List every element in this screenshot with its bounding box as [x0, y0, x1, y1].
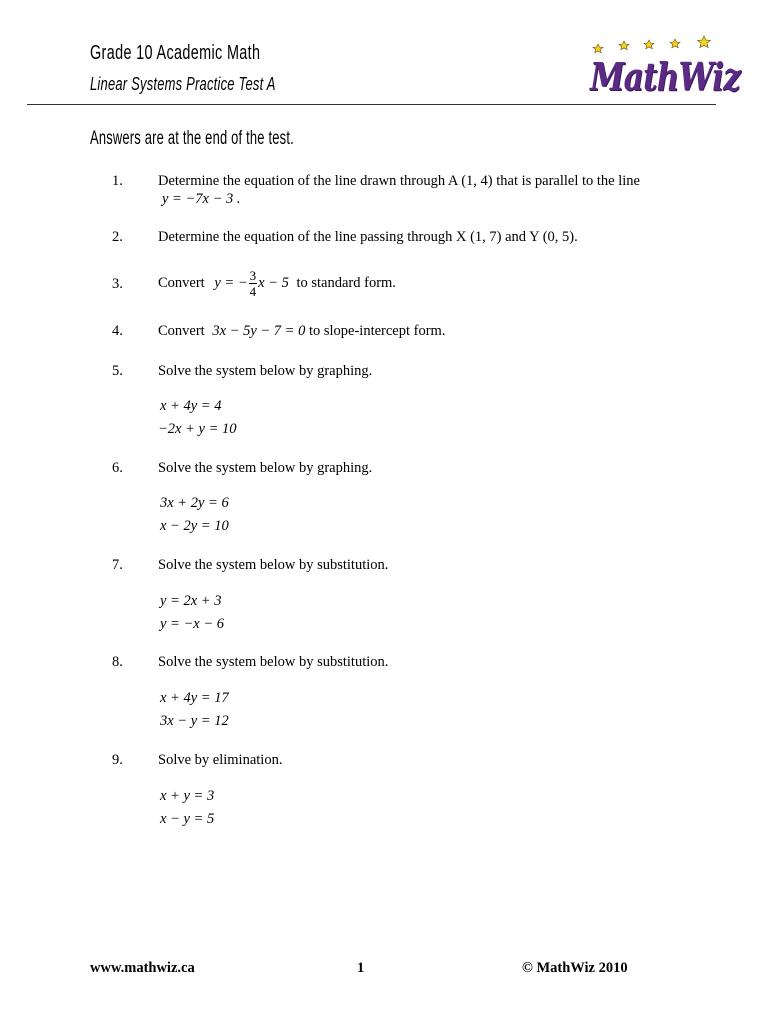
system-equation: 3x − y = 12 [160, 713, 229, 729]
system-equation: x − y = 5 [160, 811, 215, 827]
question-number: 9. [112, 752, 123, 768]
system-equation: x + 4y = 4 [160, 398, 222, 414]
document-subtitle: Linear Systems Practice Test A [90, 74, 276, 94]
system-equation: 3x + 2y = 6 [160, 495, 229, 511]
question-text-after: to slope-intercept form. [308, 323, 446, 339]
fraction-denominator: 4 [249, 284, 257, 300]
question-number: 2. [112, 229, 123, 245]
footer-website: www.mathwiz.ca [90, 960, 195, 976]
question-text: Determine the equation of the line drawn through A (1, 4) that is parallel to the line [158, 173, 640, 189]
question-text: Solve the system below by substitution. [158, 557, 389, 573]
system-equation: x + y = 3 [160, 788, 215, 804]
question-text-before: Convert [158, 323, 205, 339]
footer-copyright: © MathWiz 2010 [522, 960, 628, 976]
question-text-before: Convert [158, 275, 205, 291]
question-text: Determine the equation of the line passing through X (1, 7) and Y (0, 5). [158, 229, 578, 245]
document-title: Grade 10 Academic Math [90, 42, 261, 64]
question-text [158, 323, 445, 340]
fraction-numerator: 3 [249, 268, 257, 284]
header-divider [27, 104, 716, 105]
question-number: 6. [112, 460, 123, 476]
question-number: 3. [112, 276, 123, 292]
logo-wordmark: MathWiz [590, 54, 740, 99]
question-text: Solve by elimination. [158, 752, 283, 768]
question-equation: y = −7x − 3 . [162, 191, 241, 207]
question-number: 4. [112, 323, 123, 339]
fraction [249, 268, 258, 299]
system-equation: y = 2x + 3 [160, 593, 222, 609]
question-number: 7. [112, 557, 123, 573]
question-text: Solve the system below by graphing. [158, 363, 373, 379]
question-text [158, 266, 396, 300]
mathwiz-logo [586, 34, 740, 100]
system-equation: y = −x − 6 [160, 616, 224, 632]
system-equation: −2x + y = 10 [158, 421, 237, 437]
question-equation: 3x − 5y − 7 = 0 [212, 323, 306, 339]
system-equation: x − 2y = 10 [160, 518, 229, 534]
equation-left: y = − [214, 275, 248, 291]
answers-note: Answers are at the end of the test. [90, 128, 294, 149]
question-number: 8. [112, 654, 123, 670]
question-text: Solve the system below by graphing. [158, 460, 373, 476]
equation-right: x − 5 [258, 275, 289, 291]
system-equation: x + 4y = 17 [160, 690, 229, 706]
question-number: 1. [112, 173, 123, 189]
footer-page-number: 1 [357, 960, 365, 976]
question-number: 5. [112, 363, 123, 379]
question-text: Solve the system below by substitution. [158, 654, 389, 670]
question-text-after: to standard form. [296, 275, 396, 291]
